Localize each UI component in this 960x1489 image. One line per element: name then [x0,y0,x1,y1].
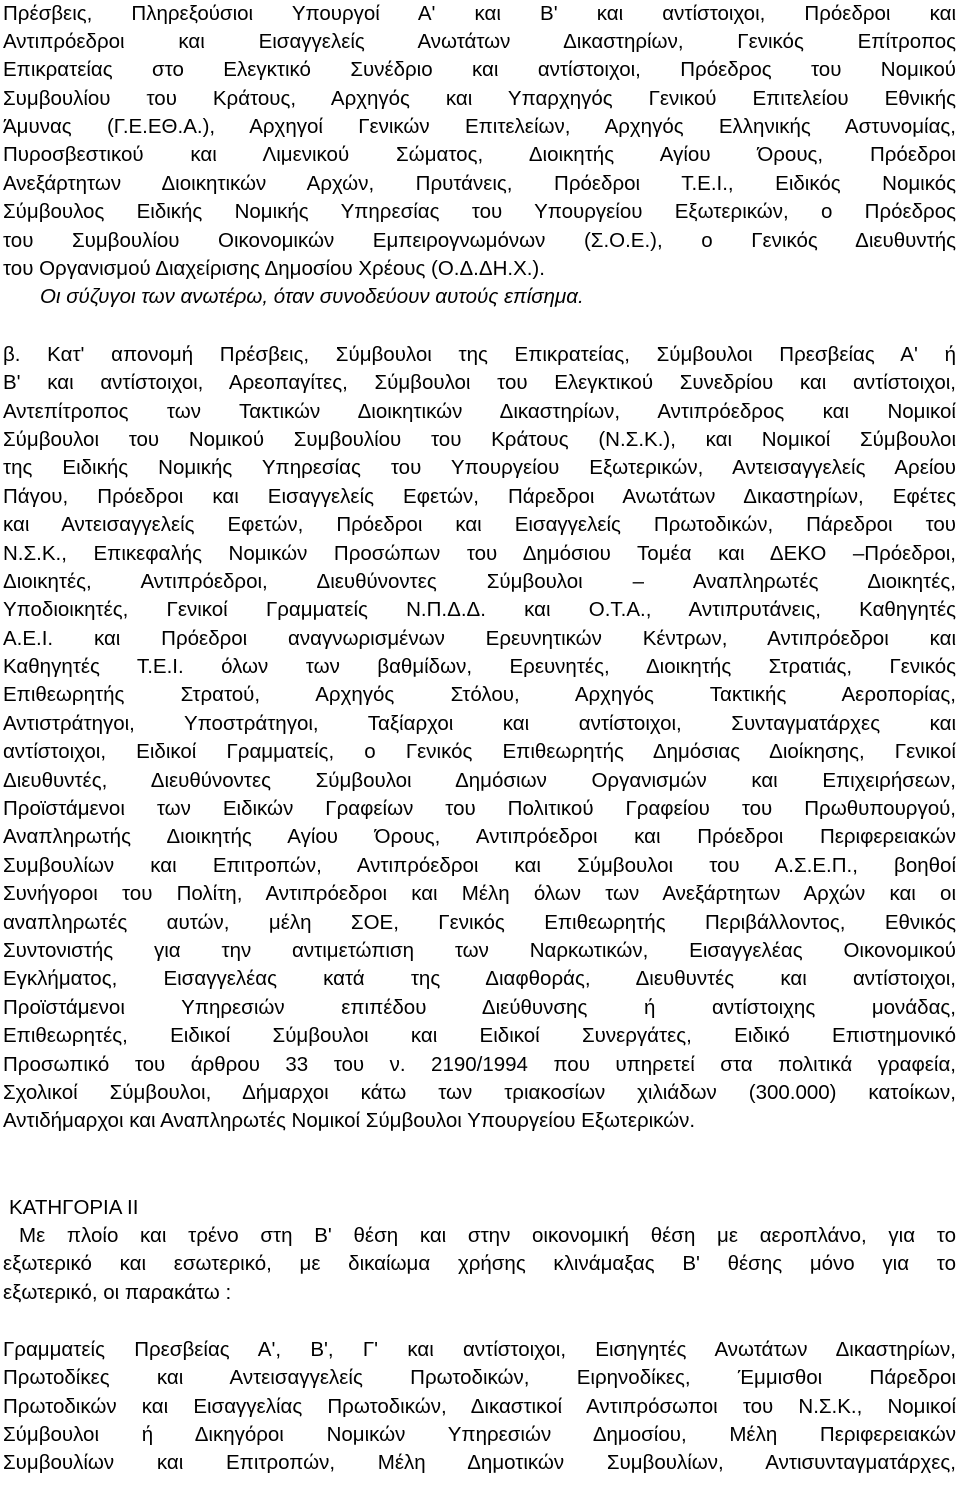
text-line: Συμβουλίων και Επιτροπών, Μέλη Δημοτικών Συμβουλίων, Αντισυνταγματάρχες, [3,1451,956,1474]
text-line: Σύμβουλοι του Νομικού Συμβουλίου του Κράτους (Ν.Σ.Κ.), και Νομικοί Σύμβουλοι [3,428,956,451]
text-line: Α.Ε.Ι. και Πρόεδροι αναγνωρισμένων Ερευνητικών Κέντρων, Αντιπρόεδροι και [3,627,956,650]
text-line: και Αντεισαγγελείς Εφετών, Πρόεδροι και Εισαγγελείς Πρωτοδικών, Πάρεδροι του [3,513,956,536]
text-line: Με πλοίο και τρένο στη Β' θέση και στην οικονομική θέση με αεροπλάνο, για το [19,1224,956,1247]
text-line: αντίστοιχοι, Ειδικοί Γραμματείς, ο Γενικός Επιθεωρητής Δημόσιας Διοίκησης, Γενικοί [3,740,956,763]
text-line: Ανεξάρτητων Διοικητικών Αρχών, Πρυτάνεις, Πρόεδροι Τ.Ε.Ι., Ειδικός Νομικός [3,172,956,195]
text-line: Αντεπίτροπος των Τακτικών Διοικητικών Δικαστηρίων, Αντιπρόεδρος και Νομικοί [3,400,956,423]
text-line: Άμυνας (Γ.Ε.ΕΘ.Α.), Αρχηγοί Γενικών Επιτελείων, Αρχηγός Ελληνικής Αστυνομίας, [3,115,956,138]
text-line: Σχολικοί Σύμβουλοι, Δήμαρχοι κάτω των τριακοσίων χιλιάδων (300.000) κατοίκων, [3,1081,956,1104]
text-line: Β' και αντίστοιχοι, Αρεοπαγίτες, Σύμβουλοι του Ελεγκτικού Συνεδρίου και αντίστοιχοι, [3,371,956,394]
text-line: αναπληρωτές αυτών, μέλη ΣΟΕ, Γενικός Επιθεωρητής Περιβάλλοντος, Εθνικός [3,911,956,934]
text-line: του Οργανισμού Διαχείρισης Δημοσίου Χρέους (Ο.Δ.ΔΗ.Χ.). [3,257,545,280]
text-line: Αντιδήμαρχοι και Αναπληρωτές Νομικοί Σύμβουλοι Υπουργείου Εξωτερικών. [3,1109,696,1132]
text-line: Συμβουλίων και Επιτροπών, Αντιπρόεδροι και Σύμβουλοι του Α.Σ.Ε.Π., βοηθοί [3,854,956,877]
text-line: Προϊστάμενοι Υπηρεσιών επιπέδου Διεύθυνσης ή αντίστοιχης μονάδας, [3,996,956,1019]
text-line: Πάγου, Πρόεδροι και Εισαγγελείς Εφετών, Πάρεδροι Ανωτάτων Δικαστηρίων, Εφέτες [3,485,956,508]
text-line: εξωτερικό, οι παρακάτω : [3,1281,232,1304]
text-line: Διοικητές, Αντιπρόεδροι, Διευθύνοντες Σύμβουλοι – Αναπληρωτές Διοικητές, [3,570,956,593]
text-line: Συμβουλίου του Κράτους, Αρχηγός και Υπαρχηγός Γενικού Επιτελείου Εθνικής [3,87,956,110]
text-line: Υποδιοικητές, Γενικοί Γραμματείς Ν.Π.Δ.Δ. και Ο.Τ.Α., Αντιπρυτάνεις, Καθηγητές [3,598,956,621]
text-line: του Συμβουλίου Οικονομικών Εμπειρογνωμόνων (Σ.Ο.Ε.), ο Γενικός Διευθυντής [3,229,956,252]
text-line: Πυροσβεστικού και Λιμενικού Σώματος, Διοικητής Αγίου Όρους, Πρόεδροι [3,143,956,166]
text-line: Επικρατείας στο Ελεγκτικό Συνέδριο και αντίστοιχοι, Πρόεδρος του Νομικού [3,58,956,81]
text-line: Πρωτοδίκες και Αντεισαγγελείς Πρωτοδικών, Ειρηνοδίκες, Έμμισθοι Πάρεδροι [3,1366,956,1389]
text-line: Προϊστάμενοι των Ειδικών Γραφείων του Πολιτικού Γραφείου του Πρωθυπουργού, [3,797,956,820]
text-line: της Ειδικής Νομικής Υπηρεσίας του Υπουργείου Εξωτερικών, Αντεισαγγελείς Αρείου [3,456,956,479]
text-line: Συντονιστής για την αντιμετώπιση των Ναρκωτικών, Εισαγγελέας Οικονομικού [3,939,956,962]
text-line: Εγκλήματος, Εισαγγελέας κατά της Διαφθοράς, Διευθυντές και αντίστοιχοι, [3,967,956,990]
text-line: Αναπληρωτής Διοικητής Αγίου Όρους, Αντιπρόεδροι και Πρόεδροι Περιφερειακών [3,825,956,848]
text-line: Καθηγητές Τ.Ε.Ι. όλων των βαθμίδων, Ερευνητές, Διοικητής Στρατιάς, Γενικός [3,655,956,678]
text-line: Επιθεωρητές, Ειδικοί Σύμβουλοι και Ειδικοί Συνεργάτες, Ειδικό Επιστημονικό [3,1024,956,1047]
text-line: β. Κατ' απονομή Πρέσβεις, Σύμβουλοι της Επικρατείας, Σύμβουλοι Πρεσβείας Α' ή [3,343,956,366]
text-line: Επιθεωρητής Στρατού, Αρχηγός Στόλου, Αρχηγός Τακτικής Αεροπορίας, [3,683,956,706]
text-line: Συνήγοροι του Πολίτη, Αντιπρόεδροι και Μέλη όλων των Ανεξάρτητων Αρχών και οι [3,882,956,905]
category-heading: ΚΑΤΗΓΟΡΙΑ ΙΙ [9,1196,139,1219]
text-line: Αντιστράτηγοι, Υποστράτηγοι, Ταξίαρχοι και αντίστοιχοι, Συνταγματάρχες και [3,712,956,735]
text-line: Ν.Σ.Κ., Επικεφαλής Νομικών Προσώπων του Δημόσιου Τομέα και ΔΕΚΟ –Πρόεδροι, [3,542,956,565]
text-line: εξωτερικό και εσωτερικό, με δικαίωμα χρήσης κλινάμαξας Β' θέσης μόνο για το [3,1252,956,1275]
text-line: Σύμβουλος Ειδικής Νομικής Υπηρεσίας του Υπουργείου Εξωτερικών, ο Πρόεδρος [3,200,956,223]
text-line: Διευθυντές, Διευθύνοντες Σύμβουλοι Δημόσιων Οργανισμών και Επιχειρήσεων, [3,769,956,792]
spouses-note: Οι σύζυγοι των ανωτέρω, όταν συνοδεύουν αυτούς επίσημα. [40,285,584,308]
text-line: Πρωτοδικών και Εισαγγελίας Πρωτοδικών, Δικαστικοί Αντιπρόσωποι του Ν.Σ.Κ., Νομικοί [3,1395,956,1418]
text-line: Αντιπρόεδροι και Εισαγγελείς Ανωτάτων Δικαστηρίων, Γενικός Επίτροπος [3,30,956,53]
text-line: Πρέσβεις, Πληρεξούσιοι Υπουργοί Α' και Β' και αντίστοιχοι, Πρόεδροι και [3,2,956,25]
text-line: Γραμματείς Πρεσβείας Α', Β', Γ' και αντίστοιχοι, Εισηγητές Ανωτάτων Δικαστηρίων, [3,1338,956,1361]
text-line: Σύμβουλοι ή Δικηγόροι Νομικών Υπηρεσιών Δημοσίου, Μέλη Περιφερειακών [3,1423,956,1446]
text-line: Προσωπικό του άρθρου 33 του ν. 2190/1994 που υπηρετεί στα πολιτικά γραφεία, [3,1053,956,1076]
